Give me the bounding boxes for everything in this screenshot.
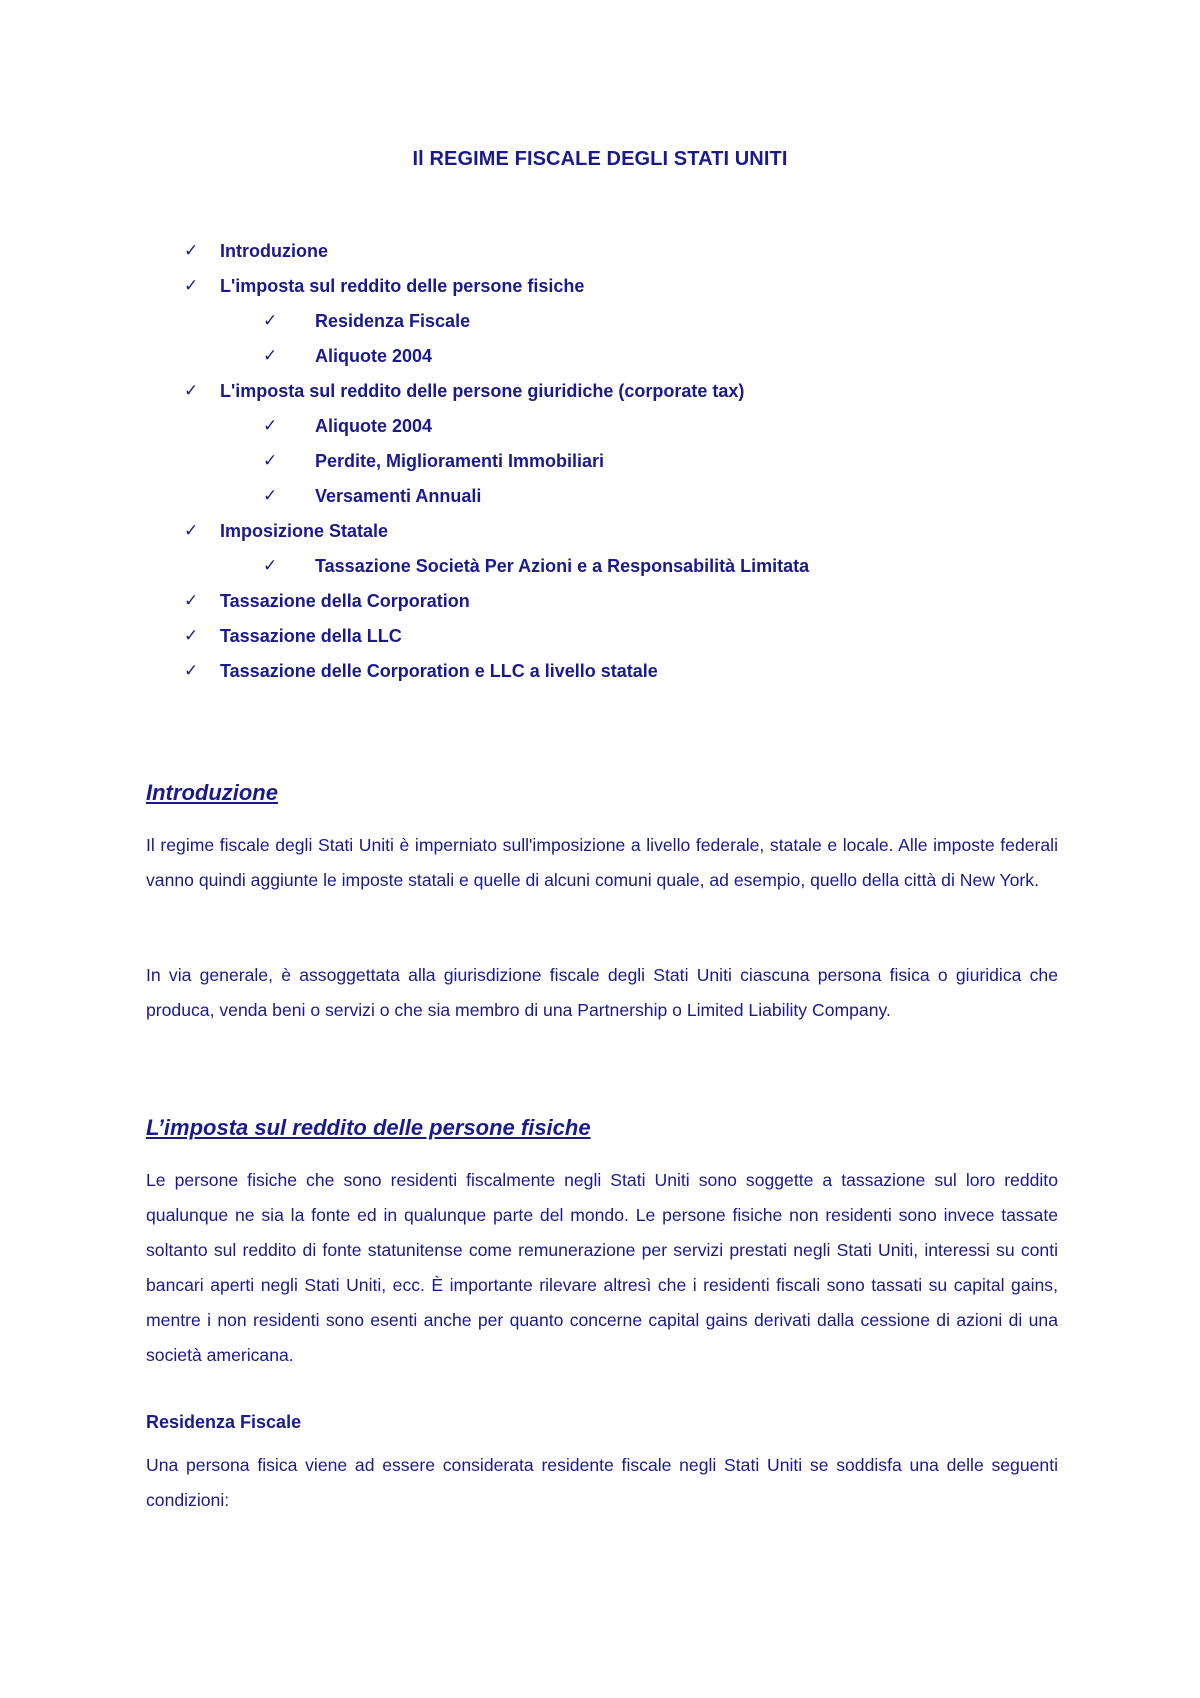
toc-item-label: Tassazione della LLC [220,626,402,646]
check-icon: ✓ [184,276,199,295]
paragraph: Il regime fiscale degli Stati Uniti è imperniato sull'imposizione a livello federale, statale e locale. Alle imposte federali vanno quindi aggiunte le imposte statali e quelle di alcuni comuni quale, ad esempio, quello della città di New York. [146,835,1058,890]
check-icon: ✓ [184,661,199,680]
toc-item [184,275,585,297]
toc-subitem [263,485,482,507]
toc-item-label: Perdite, Miglioramenti Immobiliari [315,451,605,471]
paragraph: Una persona fisica viene ad essere considerata residente fiscale negli Stati Uniti se soddisfa una delle seguenti condizioni: [146,1455,1058,1510]
toc-subitem [263,415,433,437]
section-heading-persone-fisiche: L’imposta sul reddito delle persone fisiche [146,1115,591,1140]
toc-item-label: Tassazione Società Per Azioni e a Responsabilità Limitata [315,556,810,576]
toc-subitem [263,555,810,577]
toc-item [184,380,745,402]
toc-item-label: Residenza Fiscale [315,311,471,331]
check-icon: ✓ [184,241,199,260]
toc-item-label: L'imposta sul reddito delle persone giuridiche (corporate tax) [220,381,745,401]
check-icon: ✓ [184,626,199,645]
toc-item [184,520,389,542]
check-icon: ✓ [263,486,278,505]
check-icon: ✓ [263,556,278,575]
toc-item [184,240,328,262]
toc-subitem [263,450,605,472]
check-icon: ✓ [263,451,278,470]
toc-item [184,660,658,682]
document-title: Il REGIME FISCALE DEGLI STATI UNITI [412,148,788,170]
check-icon: ✓ [263,416,278,435]
check-icon: ✓ [263,311,278,330]
toc-item-label: Aliquote 2004 [315,416,433,436]
toc-item-label: L'imposta sul reddito delle persone fisiche [220,276,585,296]
check-icon: ✓ [184,521,199,540]
toc-item [184,625,402,647]
subheading-residenza-fiscale: Residenza Fiscale [146,1412,302,1432]
section-heading-introduzione: Introduzione [146,780,278,805]
toc-item-label: Tassazione della Corporation [220,591,470,611]
toc-subitem [263,345,433,367]
toc-item [184,590,470,612]
toc-item-label: Introduzione [220,241,328,261]
check-icon: ✓ [184,591,199,610]
toc-item-label: Aliquote 2004 [315,346,433,366]
toc-subitem [263,310,471,332]
paragraph: Le persone fisiche che sono residenti fiscalmente negli Stati Uniti sono soggette a tassazione sul loro reddito qualunque ne sia la fonte ed in qualunque parte del mondo. Le persone fisiche non residenti sono invece tassate soltanto sul reddito di fonte statunitense come remunerazione per servizi prestati negli Stati Uniti, interessi su conti bancari aperti negli Stati Uniti, ecc. È importante rilevare altresì che i residenti fiscali sono tassati su capital gains, mentre i non residenti sono esenti anche per quanto concerne capital gains derivati dalla cessione di azioni di una società americana. [146,1170,1058,1365]
paragraph: In via generale, è assoggettata alla giurisdizione fiscale degli Stati Uniti ciascuna persona fisica o giuridica che produca, venda beni o servizi o che sia membro di una Partnership o Limited Liability Company. [146,965,1058,1020]
toc-item-label: Tassazione delle Corporation e LLC a livello statale [220,661,658,681]
check-icon: ✓ [184,381,199,400]
check-icon: ✓ [263,346,278,365]
toc-item-label: Versamenti Annuali [315,486,482,506]
toc-item-label: Imposizione Statale [220,521,389,541]
